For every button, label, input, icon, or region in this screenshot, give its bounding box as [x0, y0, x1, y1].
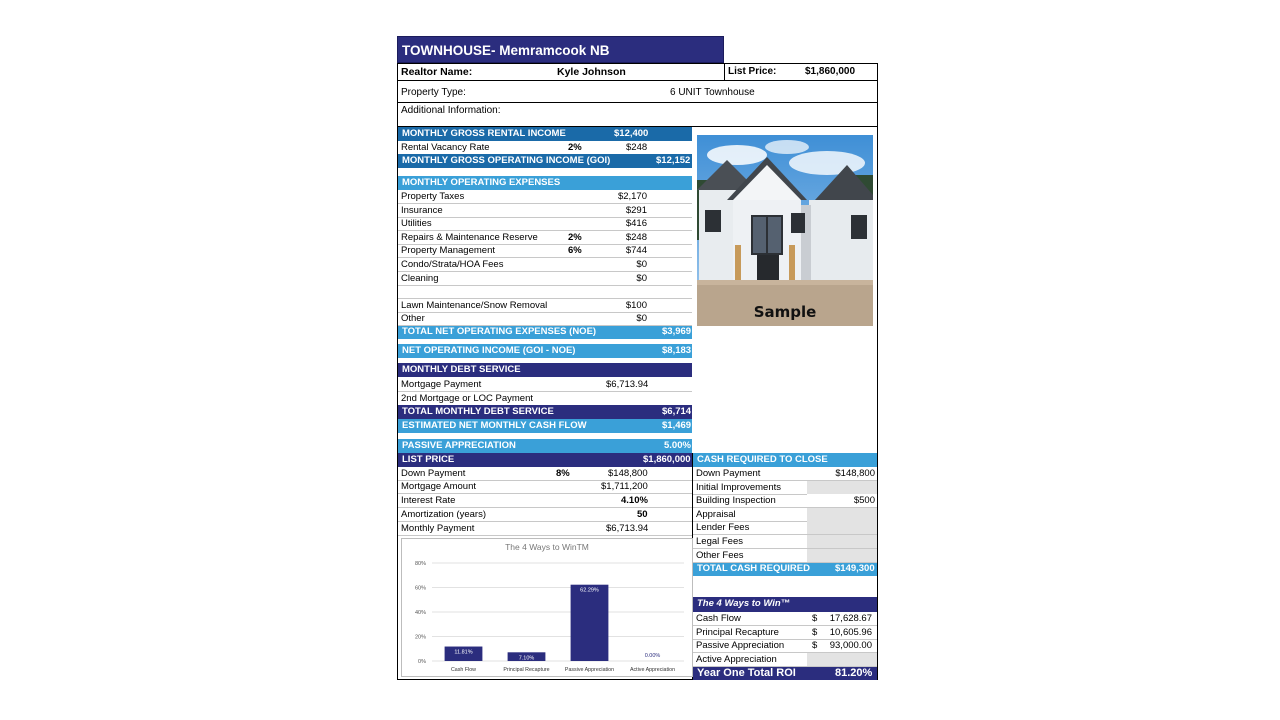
close-item-label: Lender Fees: [696, 522, 750, 534]
roi-bar: [693, 666, 877, 680]
ways-item-value: 93,000.00: [829, 640, 872, 652]
appreciation-value: 5.00%: [664, 440, 691, 451]
expense-value: $0: [636, 259, 647, 270]
financing-header: [398, 453, 692, 467]
chart-ytick-label: 0%: [418, 659, 426, 665]
expense-value: $744: [625, 245, 647, 257]
ways-header-label: The 4 Ways to Win™: [697, 598, 791, 609]
realtor-label: Realtor Name:: [401, 66, 473, 78]
close-item-label: Other Fees: [696, 549, 744, 561]
close-item-label: Down Payment: [696, 468, 761, 479]
ways-item-label: Passive Appreciation: [696, 640, 785, 652]
noi-value: $8,183: [662, 345, 692, 356]
gross-income-value: $12,400: [614, 128, 649, 139]
interest-rate-label: Interest Rate: [401, 495, 456, 506]
chart-ytick-label: 80%: [414, 561, 426, 567]
house-illustration: [697, 135, 873, 326]
appreciation-bar: [398, 439, 692, 453]
sheet-title: TOWNHOUSE- Memramcook NB: [397, 36, 724, 63]
chart-category-label: Cash Flow: [450, 667, 477, 673]
investment-sheet: [397, 36, 878, 680]
additional-info-label: Additional Information:: [401, 105, 501, 116]
close-item-label: Initial Improvements: [696, 481, 782, 493]
second-mortgage-label: 2nd Mortgage or LOC Payment: [401, 393, 534, 404]
close-value-cell: [807, 535, 877, 548]
noi-bar: [398, 344, 692, 358]
ways-item-currency: $: [812, 626, 818, 638]
ways-item-label: Cash Flow: [696, 613, 741, 624]
close-total-bar: [693, 562, 877, 576]
expense-value: $100: [625, 299, 647, 311]
vacancy-label: Rental Vacancy Rate: [401, 142, 490, 153]
expense-value: $0: [636, 313, 647, 325]
expense-label: Lawn Maintenance/Snow Removal: [401, 299, 548, 311]
chart-category-label: Principal Recapture: [503, 667, 550, 673]
photo-caption: Sample: [753, 303, 817, 321]
realtor-name: Kyle Johnson: [557, 66, 626, 78]
ways-chart-svg: [402, 539, 692, 676]
ways-item-label: Principal Recapture: [696, 626, 779, 638]
expense-label: Cleaning: [401, 272, 439, 284]
list-price-value: $1,860,000: [805, 66, 856, 77]
chart-title: The 4 Ways to WinTM: [505, 542, 589, 552]
divider: [397, 102, 878, 103]
expense-label: Condo/Strata/HOA Fees: [401, 259, 504, 270]
debt-header: [398, 363, 692, 377]
debt-header-label: MONTHLY DEBT SERVICE: [402, 364, 521, 375]
close-item-label: Legal Fees: [696, 536, 744, 547]
close-item-label: Appraisal: [696, 508, 736, 520]
ways-item-currency: $: [812, 640, 818, 652]
noe-bar: [398, 325, 692, 339]
expenses-header: [398, 176, 692, 190]
gross-income-label: MONTHLY GROSS RENTAL INCOME: [402, 128, 566, 139]
chart-bar: [571, 585, 609, 661]
noe-value: $3,969: [662, 326, 692, 337]
divider: [398, 285, 692, 286]
mortgage-amount-value: $1,711,200: [601, 481, 648, 492]
expense-label: Insurance: [401, 204, 443, 216]
divider: [397, 80, 878, 81]
ways-header: [693, 597, 877, 612]
expense-value: $0: [636, 272, 647, 284]
divider: [693, 666, 877, 667]
close-header: [693, 453, 877, 467]
down-payment-pct: 8%: [556, 468, 570, 479]
property-type-value: 6 UNIT Townhouse: [670, 87, 755, 98]
chart-data-label: 0.00%: [644, 653, 661, 659]
amortization-value: 50: [637, 509, 648, 520]
expense-pct: 2%: [568, 231, 582, 243]
property-photo: [697, 135, 873, 326]
divider: [724, 63, 725, 81]
divider: [398, 312, 692, 313]
cashflow-bar: [398, 419, 692, 433]
gross-income-bar: [398, 127, 692, 141]
ways-item-currency: $: [812, 613, 818, 624]
close-value-cell: [807, 521, 877, 534]
expense-label: Property Taxes: [401, 191, 465, 202]
vacancy-pct: 2%: [568, 142, 582, 153]
list-price-label: List Price:: [728, 66, 777, 77]
expense-label: Other: [401, 313, 425, 325]
appreciation-label: PASSIVE APPRECIATION: [402, 440, 516, 451]
down-payment-value: $148,800: [608, 468, 648, 479]
roi-label: Year One Total ROI: [697, 667, 796, 679]
close-value-cell: [807, 481, 877, 494]
goi-label: MONTHLY GROSS OPERATING INCOME (GOI): [402, 155, 611, 166]
close-item-value: $148,800: [835, 468, 875, 479]
close-item-label: Building Inspection: [696, 495, 776, 507]
property-type-label: Property Type:: [401, 87, 466, 98]
debt-total-value: $6,714: [662, 406, 692, 417]
expense-pct: 6%: [568, 245, 582, 257]
mortgage-payment-value: $6,713.94: [606, 379, 649, 390]
financing-header-label: LIST PRICE: [402, 454, 455, 465]
debt-total-bar: [398, 405, 692, 419]
expense-label: Property Management: [401, 245, 495, 257]
debt-total-label: TOTAL MONTHLY DEBT SERVICE: [402, 406, 554, 417]
expense-value: $291: [625, 204, 647, 216]
divider: [398, 535, 692, 536]
monthly-payment-value: $6,713.94: [606, 523, 649, 534]
noe-label: TOTAL NET OPERATING EXPENSES (NOE): [402, 326, 597, 337]
vacancy-value: $248: [626, 142, 648, 153]
close-header-label: CASH REQUIRED TO CLOSE: [697, 454, 828, 465]
amortization-label: Amortization (years): [401, 509, 486, 520]
close-item-value: $500: [853, 495, 875, 507]
divider: [693, 562, 877, 563]
ways-item-value: 10,605.96: [829, 626, 872, 638]
ways-chart: [401, 538, 693, 677]
close-total-label: TOTAL CASH REQUIRED: [697, 563, 810, 574]
expense-value: $416: [625, 218, 647, 230]
expense-value: $2,170: [617, 191, 647, 202]
ways-item-label: Active Appreciation: [696, 653, 777, 665]
interest-rate-value: 4.10%: [621, 495, 648, 506]
chart-ytick-label: 40%: [414, 610, 426, 616]
noi-label: NET OPERATING INCOME (GOI - NOE): [402, 345, 576, 356]
expenses-header-label: MONTHLY OPERATING EXPENSES: [402, 177, 561, 188]
chart-category-label: Active Appreciation: [629, 667, 676, 673]
chart-ytick-label: 20%: [414, 634, 426, 641]
expense-label: Repairs & Maintenance Reserve: [401, 231, 538, 243]
monthly-payment-label: Monthly Payment: [401, 523, 475, 534]
chart-ytick-label: 60%: [414, 585, 426, 592]
divider: [398, 271, 692, 272]
goi-value: $12,152: [656, 155, 691, 166]
financing-header-value: $1,860,000: [643, 454, 691, 465]
divider: [398, 325, 692, 326]
cashflow-label: ESTIMATED NET MONTHLY CASH FLOW: [402, 420, 587, 431]
goi-bar: [398, 154, 692, 168]
expense-value: $248: [625, 231, 647, 243]
cashflow-value: $1,469: [662, 420, 692, 431]
close-value-cell: [807, 508, 877, 521]
ways-value-cell: [807, 653, 877, 666]
expense-label: Utilities: [401, 218, 432, 230]
mortgage-payment-label: Mortgage Payment: [401, 379, 482, 390]
chart-category-label: Passive Appreciation: [564, 667, 615, 673]
mortgage-amount-label: Mortgage Amount: [401, 481, 476, 492]
down-payment-label: Down Payment: [401, 468, 466, 479]
roi-value: 81.20%: [835, 667, 873, 679]
chart-data-label: 7.10%: [518, 655, 535, 662]
ways-item-value: 17,628.67: [829, 613, 872, 624]
chart-data-label: 62.29%: [580, 587, 599, 594]
chart-data-label: 11.81%: [454, 649, 473, 656]
close-value-cell: [807, 549, 877, 562]
divider: [398, 217, 692, 218]
close-total-value: $149,300: [835, 563, 875, 574]
